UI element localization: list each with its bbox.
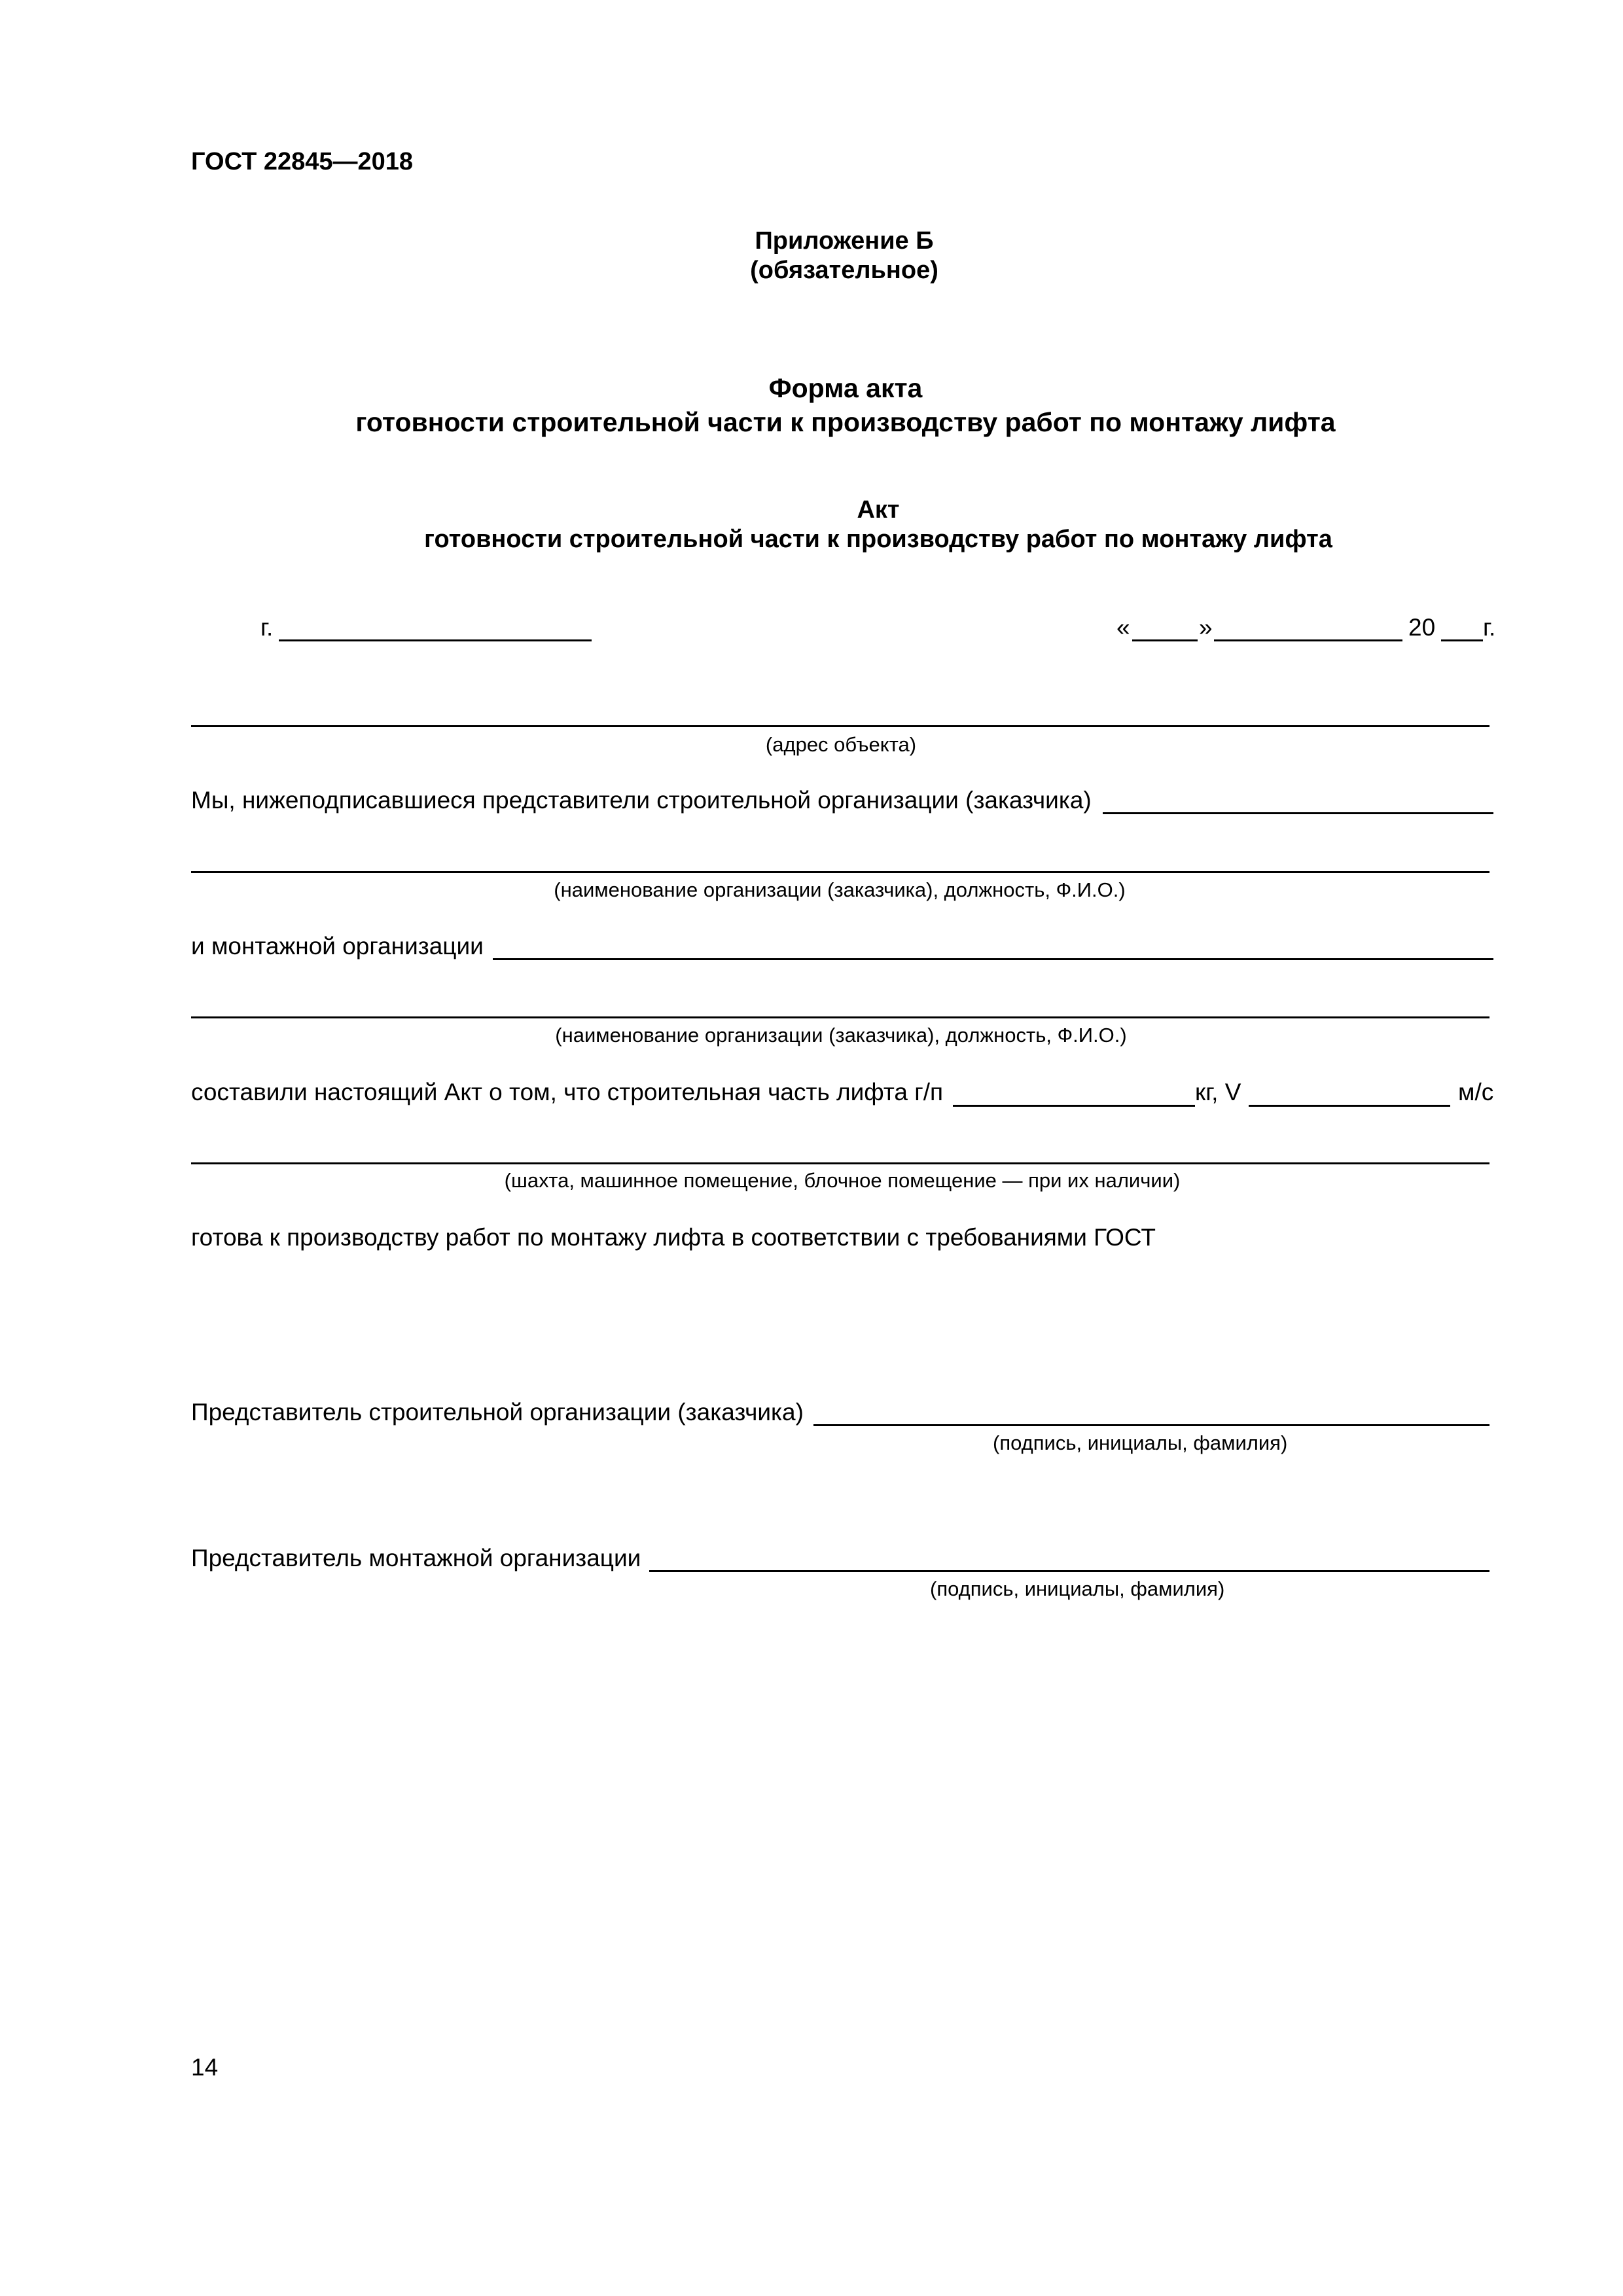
standard-designation: ГОСТ 22845—2018 [191, 148, 414, 175]
customer-org-field[interactable] [191, 871, 1489, 873]
address-field[interactable] [191, 725, 1489, 727]
installer-signature-label: Представитель монтажной организации [191, 1545, 641, 1571]
year-prefix: 20 [1408, 614, 1436, 641]
page-number: 14 [191, 2054, 219, 2081]
year-field[interactable] [1441, 639, 1483, 641]
appendix-label: Приложение Б [755, 227, 934, 255]
unit-kg-label: кг, V [1195, 1079, 1241, 1105]
installer-representative-field[interactable] [493, 958, 1493, 960]
customer-signature-caption: (подпись, инициалы, фамилия) [993, 1431, 1288, 1454]
city-prefix: г. [260, 614, 274, 641]
customer-signature-field[interactable] [813, 1424, 1489, 1426]
customer-representative-field[interactable] [1103, 812, 1493, 814]
unit-speed-label: м/с [1458, 1079, 1494, 1105]
structures-field[interactable] [191, 1162, 1489, 1164]
address-caption: (адрес объекта) [765, 733, 917, 756]
date-quote-open: « [1116, 614, 1130, 641]
ready-statement: готова к производству работ по монтажу лифта в соответствии с требованиями ГОСТ [191, 1224, 1156, 1251]
installer-org-caption: (наименование организации (заказчика), должность, Ф.И.О.) [555, 1024, 1127, 1047]
month-field[interactable] [1214, 639, 1402, 641]
city-field[interactable] [279, 639, 592, 641]
we-undersigned-text: Мы, нижеподписавшиеся представители строительной организации (заказчика) [191, 787, 1092, 814]
form-title-line2: готовности строительной части к производству работ по монтажу лифта [355, 407, 1336, 437]
compiled-act-text: составили настоящий Акт о том, что строительная часть лифта г/п [191, 1079, 944, 1105]
act-title-line2: готовности строительной части к производству работ по монтажу лифта [424, 526, 1332, 553]
speed-field[interactable] [1249, 1105, 1450, 1107]
installer-signature-caption: (подпись, инициалы, фамилия) [930, 1577, 1225, 1600]
installer-signature-field[interactable] [649, 1570, 1489, 1572]
load-capacity-field[interactable] [953, 1105, 1195, 1107]
customer-signature-label: Представитель строительной организации (заказчика) [191, 1399, 804, 1426]
act-title-line1: Акт [857, 496, 900, 524]
form-title-line1: Форма акта [768, 373, 923, 403]
customer-org-caption: (наименование организации (заказчика), должность, Ф.И.О.) [554, 878, 1126, 901]
and-installer-text: и монтажной организации [191, 933, 484, 960]
installer-org-field[interactable] [191, 1016, 1489, 1018]
appendix-status: (обязательное) [750, 257, 938, 284]
day-field[interactable] [1132, 639, 1198, 641]
date-quote-close: » [1199, 614, 1213, 641]
year-suffix: г. [1483, 614, 1496, 641]
structures-caption: (шахта, машинное помещение, блочное помещение — при их наличии) [504, 1169, 1181, 1192]
